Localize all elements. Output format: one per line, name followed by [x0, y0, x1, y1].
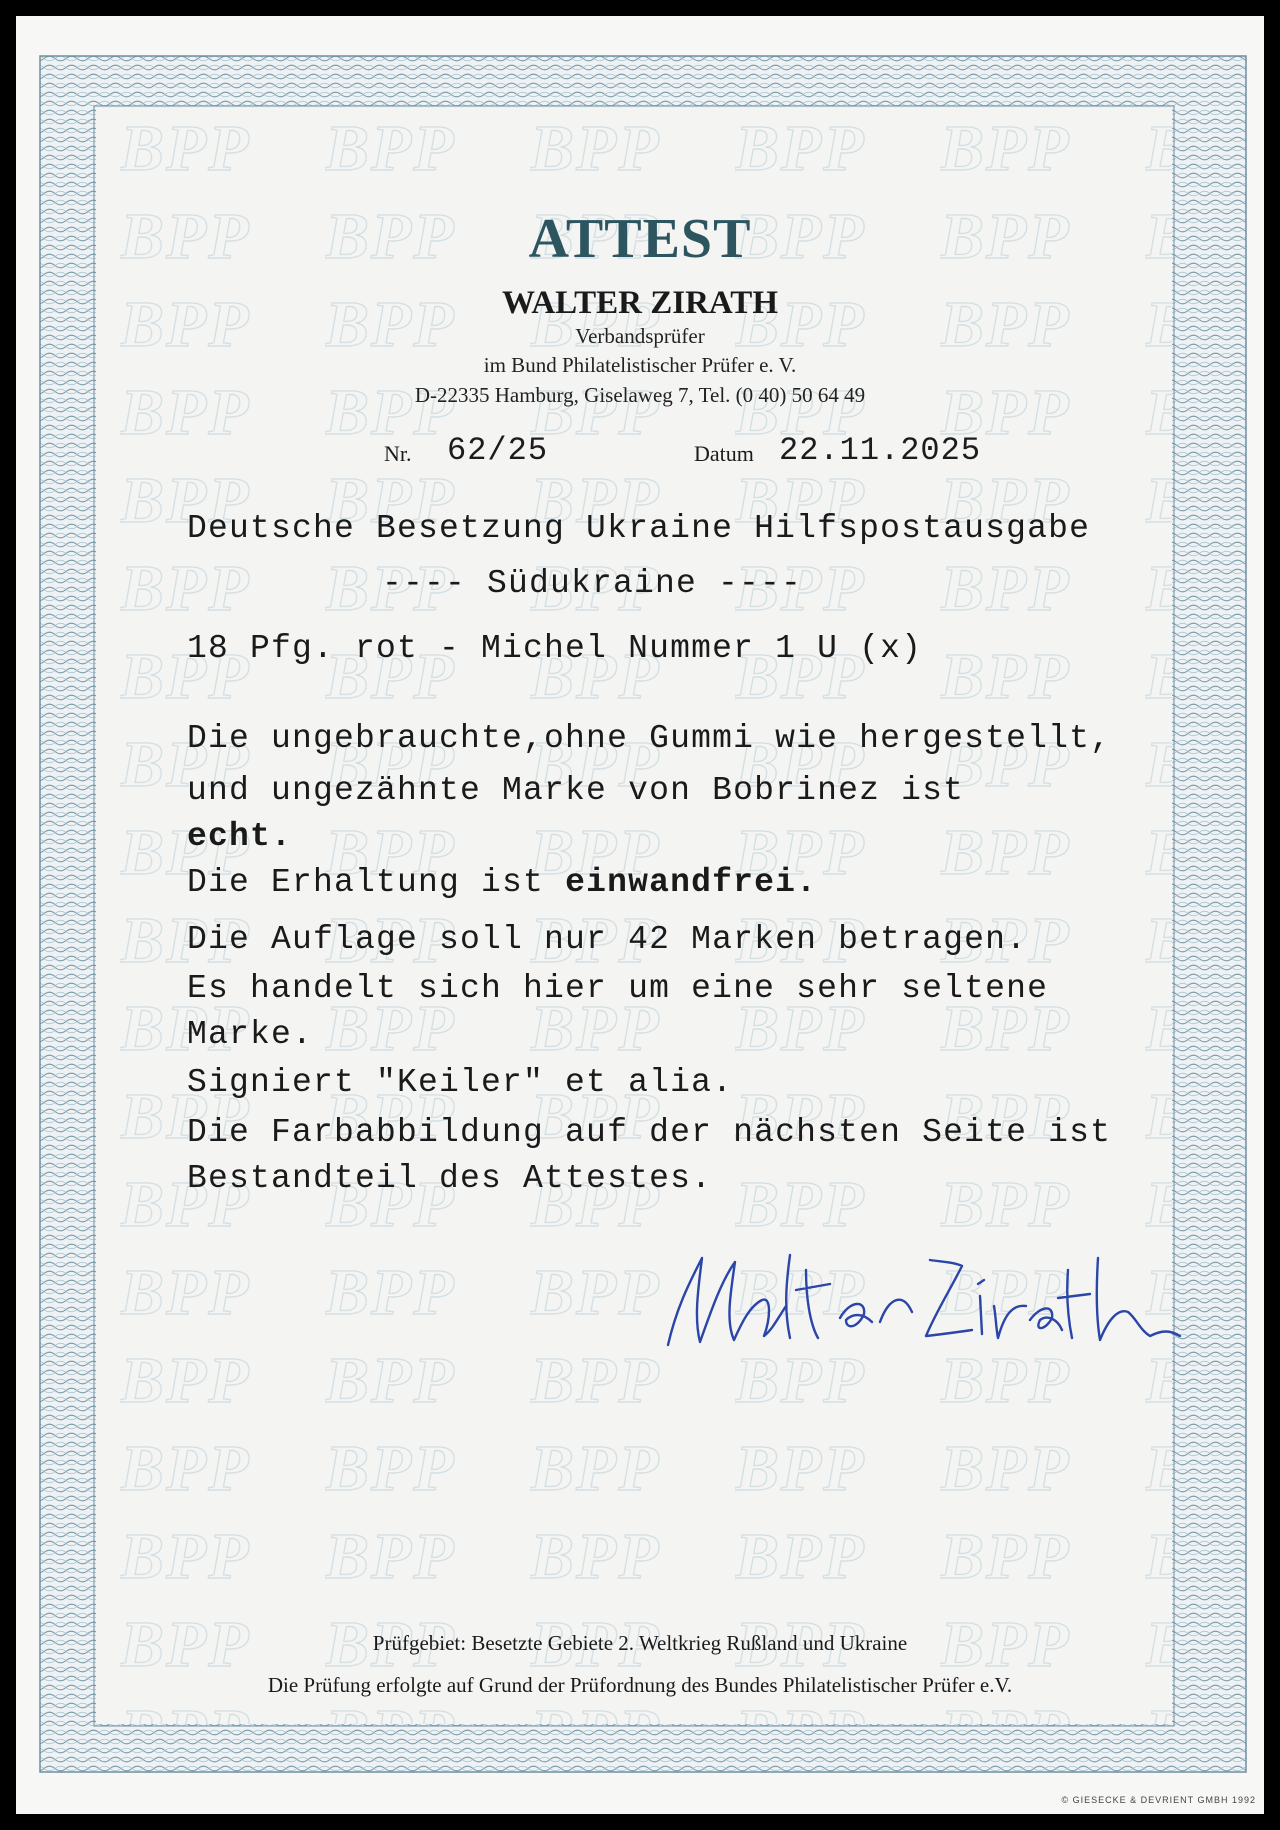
- stamp-description: Deutsche Besetzung Ukraine Hilfspostausgabe: [187, 510, 1091, 547]
- body-line-2: und ungezähnte Marke von Bobrinez ist: [187, 772, 965, 809]
- body-line-10: Bestandteil des Attestes.: [187, 1160, 713, 1197]
- body-line-9: Die Farbabbildung auf der nächsten Seite ist: [187, 1114, 1112, 1151]
- examination-area: Prüfgebiet: Besetzte Gebiete 2. Weltkrieg Rußland und Ukraine: [372, 1631, 908, 1655]
- printer-copyright: © GIESECKE & DEVRIENT GMBH 1992: [1061, 1795, 1256, 1805]
- certificate-title: ATTEST: [528, 208, 752, 270]
- certificate-date: 22.11.2025: [779, 432, 982, 469]
- stamp-catalogue-line: 18 Pfg. rot - Michel Nummer 1 U (x): [187, 630, 923, 667]
- body-line-4: [187, 864, 817, 901]
- examiner-address: D-22335 Hamburg, Giselaweg 7, Tel. (0 40) 50 64 49: [414, 383, 866, 407]
- certificate-number: 62/25: [447, 432, 549, 469]
- number-label: Nr.: [384, 441, 412, 466]
- body-line-3: [187, 818, 292, 855]
- association-name: im Bund Philatelistischer Prüfer e. V.: [483, 353, 797, 377]
- body-line-5: Die Auflage soll nur 42 Marken betragen.: [187, 921, 1028, 958]
- examiner-role: Verbandsprüfer: [575, 324, 705, 348]
- condition-value: einwandfrei.: [565, 864, 818, 901]
- examination-regulation: Die Prüfung erfolgte auf Grund der Prüfordnung des Bundes Philatelistischer Prüfer e.V.: [267, 1673, 1013, 1697]
- body-line-7: Marke.: [187, 1016, 314, 1053]
- bpp-watermark: [96, 108, 1172, 1724]
- body-line-6: Es handelt sich hier um eine sehr seltene: [187, 970, 1049, 1007]
- stamp-region: ---- Südukraine ----: [382, 565, 803, 602]
- condition-label: Die Erhaltung ist: [187, 864, 566, 901]
- body-line-1: Die ungebrauchte,ohne Gummi wie hergestellt,: [187, 720, 1112, 757]
- body-line-8: Signiert "Keiler" et alia.: [187, 1064, 734, 1101]
- verdict-genuine: echt.: [187, 818, 293, 855]
- examiner-name: WALTER ZIRATH: [501, 285, 778, 321]
- date-label: Datum: [694, 441, 754, 466]
